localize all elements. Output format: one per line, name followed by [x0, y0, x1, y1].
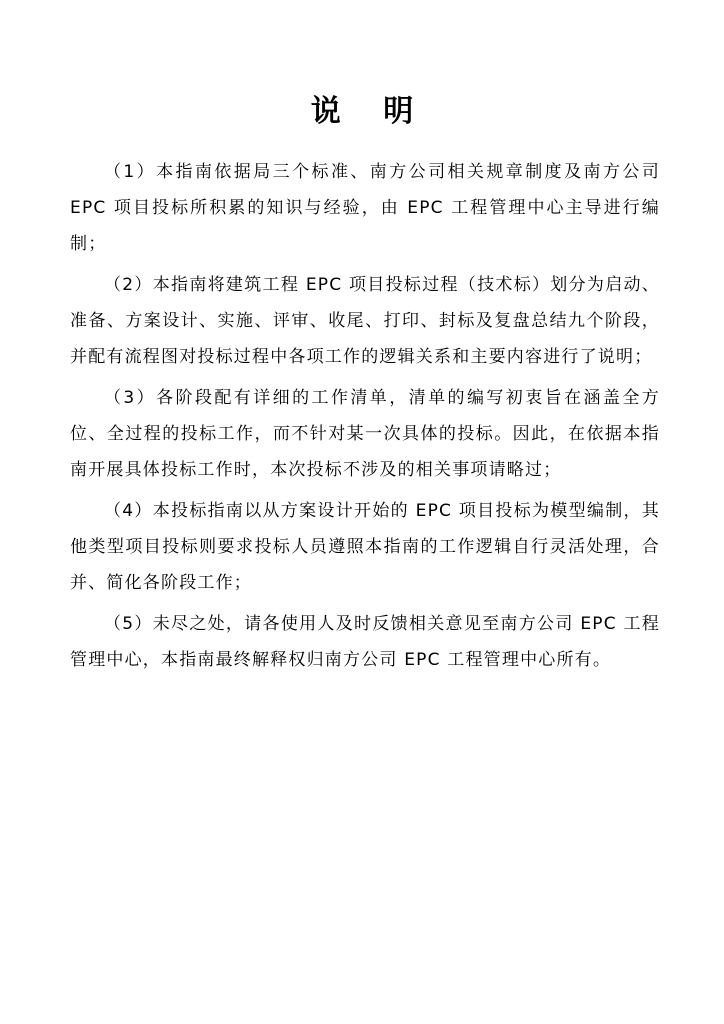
paragraph-1: （1）本指南依据局三个标准、南方公司相关规章制度及南方公司 EPC 项目投标所积累的知识与经验，由 EPC 工程管理中心主导进行编制；: [70, 162, 660, 254]
paragraph-2: （2）本指南将建筑工程 EPC 项目投标过程（技术标）划分为启动、准备、方案设计、实施、评审、收尾、打印、封标及复盘总结九个阶段，并配有流程图对投标过程中各项工作的逻辑关系和主要内容进行了说明；: [70, 275, 660, 367]
paragraph-5: （5）未尽之处，请各使用人及时反馈相关意见至南方公司 EPC 工程管理中心，本指南最终解释权归南方公司 EPC 工程管理中心所有。: [70, 614, 660, 670]
paragraph-3: （3）各阶段配有详细的工作清单，清单的编写初衷旨在涵盖全方位、全过程的投标工作，而不针对某一次具体的投标。因此，在依据本指南开展具体投标工作时，本次投标不涉及的相关事项请略过；: [70, 388, 660, 480]
paragraph-4: （4）本投标指南以从方案设计开始的 EPC 项目投标为模型编制，其他类型项目投标则要求投标人员遵照本指南的工作逻辑自行灵活处理，合并、简化各阶段工作；: [70, 501, 660, 593]
page-title: 说 明: [310, 94, 430, 129]
document-body: [70, 154, 660, 683]
